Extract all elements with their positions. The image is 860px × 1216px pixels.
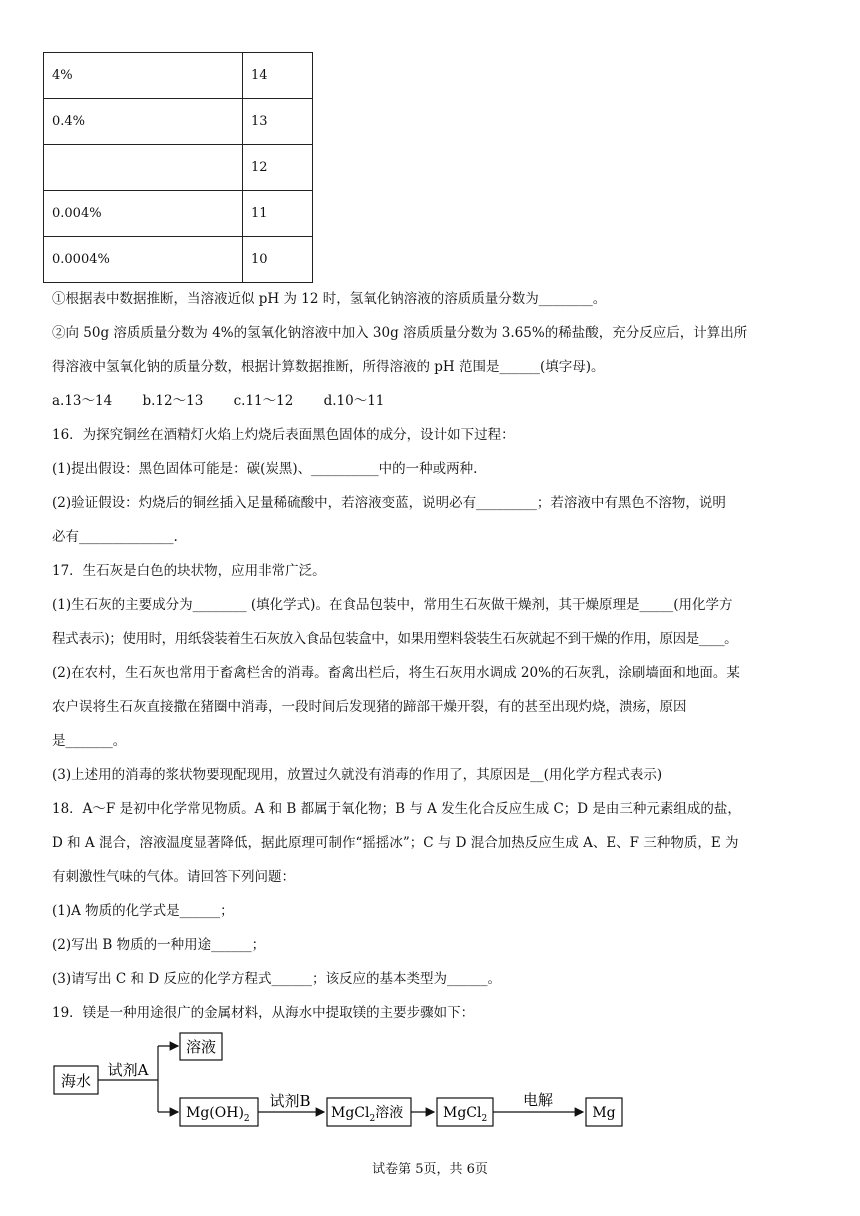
table-row (44, 99, 313, 145)
table-row (44, 191, 313, 237)
ph-cell: 10 (243, 237, 313, 283)
q18-part2: (2)写出 B 物质的一种用途______； (52, 937, 266, 953)
q19-stem: 19．镁是一种用途很广的金属材料，从海水中提取镁的主要步骤如下： (52, 1005, 475, 1021)
q16-part2-line2: 必有______________. (52, 529, 178, 545)
concentration-cell: 0.004% (44, 191, 243, 237)
q16-stem: 16．为探究铜丝在酒精灯火焰上灼烧后表面黑色固体的成分，设计如下过程： (52, 427, 515, 443)
q18-part1: (1)A 物质的化学式是______； (52, 903, 234, 919)
q15-options (52, 391, 812, 411)
q17-part2-line1: (2)在农村，生石灰也常用于畜禽栏舍的消毒。畜禽出栏后，将生石灰用水调成 20%的石灰乳，涂刷墙面和地面。某 (52, 665, 740, 681)
ph-cell: 12 (243, 145, 313, 191)
q17-part1-line2: 程式表示)；使用时，用纸袋装着生石灰放入食品包装盒中，如果用塑料袋装生石灰就起不到干燥的作用，原因是____。 (52, 631, 738, 647)
table-row (44, 237, 313, 283)
mgcl2-solution-label: MgCl$_2$溶液 (331, 1105, 404, 1124)
q16-part2-line1: (2)验证假设：灼烧后的铜丝插入足量稀硫酸中，若溶液变蓝，说明必有_________；若溶液中有黑色不溶物，说明 (52, 495, 726, 511)
mg-label: Mg (592, 1105, 616, 1121)
magnesium-extraction-flowchart (50, 1028, 630, 1140)
reagent-a-label: 试剂A (107, 1061, 149, 1079)
q17-part1-line1: (1)生石灰的主要成分为________ (填化学式)。在食品包装中，常用生石灰做干燥剂，其干燥原理是_____(用化学方 (52, 597, 733, 613)
q16-part1: (1)提出假设：黑色固体可能是：碳(炭黑)、__________中的一种或两种. (52, 461, 478, 477)
q18-stem-line2: D 和 A 混合，溶液温度显著降低，据此原理可制作“摇摇冰”；C 与 D 混合加热反应生成 A、E、F 三种物质，E 为 (52, 835, 739, 851)
reagent-b-label: 试剂B (269, 1092, 311, 1110)
mgcl2-label: MgCl$_2$ (443, 1105, 488, 1124)
ph-cell: 14 (243, 53, 313, 99)
table-row (44, 145, 313, 191)
naoh-ph-table (43, 52, 313, 283)
seawater-label: 海水 (60, 1072, 92, 1090)
q17-part2-line2: 农户误将生石灰直接撒在猪圈中消毒，一段时间后发现猪的蹄部干燥开裂，有的甚至出现灼烧，溃疡，原因 (52, 699, 687, 715)
mgoh2-label: $Mg(OH)_2$ (186, 1105, 250, 1124)
q18-part3: (3)请写出 C 和 D 反应的化学方程式______；该反应的基本类型为______。 (52, 971, 501, 987)
q17-part2-line3: 是_______。 (52, 733, 127, 749)
solution-label: 溶液 (185, 1038, 217, 1056)
concentration-cell: 0.4% (44, 99, 243, 145)
q15-part2-line1: ②向 50g 溶质质量分数为 4%的氢氧化钠溶液中加入 30g 溶质质量分数为 3.65%的稀盐酸，充分反应后，计算出所 (52, 325, 748, 341)
option-b: b.12～13 (142, 393, 204, 409)
ph-cell: 11 (243, 191, 313, 237)
page-footer: 试卷第 5页，共 6页 (372, 1162, 488, 1177)
q15-part1: ①根据表中数据推断，当溶液近似 pH 为 12 时，氢氧化钠溶液的溶质质量分数为________。 (52, 291, 607, 307)
q18-stem-line3: 有刺激性气味的气体。请回答下列问题： (52, 869, 295, 885)
option-d: d.10～11 (323, 393, 385, 409)
table-row (44, 53, 313, 99)
q17-part3: (3)上述用的消毒的浆状物要现配现用，放置过久就没有消毒的作用了，其原因是__(用化学方程式表示) (52, 767, 663, 783)
option-c: c.11～12 (233, 393, 294, 409)
concentration-cell (44, 145, 243, 191)
q17-stem: 17．生石灰是白色的块状物，应用非常广泛。 (52, 563, 326, 579)
option-a: a.13～14 (52, 393, 113, 409)
q18-stem-line1: 18．A～F 是初中化学常见物质。A 和 B 都属于氧化物；B 与 A 发生化合反应生成 C；D 是由三种元素组成的盐， (52, 801, 741, 817)
ph-cell: 13 (243, 99, 313, 145)
concentration-cell: 0.0004% (44, 237, 243, 283)
q15-part2-line2: 得溶液中氢氧化钠的质量分数，根据计算数据推断，所得溶液的 pH 范围是______(填字母)。 (52, 359, 605, 375)
electrolysis-label: 电解 (522, 1091, 554, 1109)
concentration-cell: 4% (44, 53, 243, 99)
